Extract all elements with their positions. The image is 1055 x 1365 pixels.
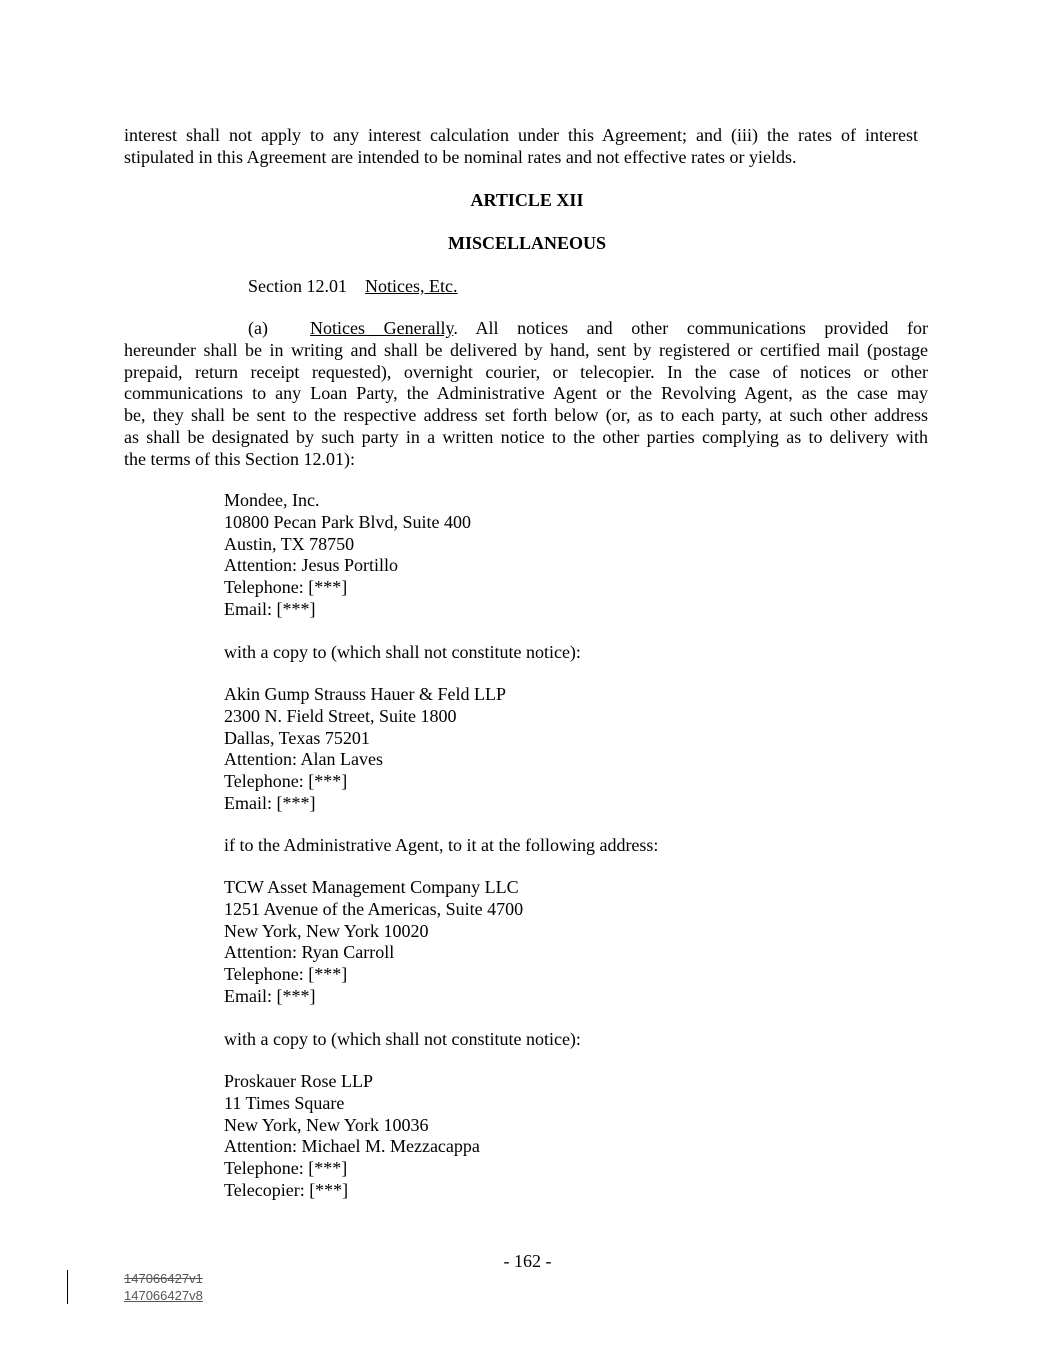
address-line: New York, New York 10020 [224,920,429,941]
section-heading [248,276,457,298]
notices-paragraph [124,318,928,471]
address-block-tcw [224,877,523,1008]
address-line: 10800 Pecan Park Blvd, Suite 400 [224,511,471,532]
address-line: Telephone: [***] [224,964,348,985]
address-line: Austin, TX 78750 [224,533,355,554]
admin-agent-note [224,835,658,857]
address-line: Attention: Michael M. Mezzacappa [224,1136,480,1157]
doc-id-new: 147066427v8 [124,1288,203,1303]
address-line: Telephone: [***] [224,1158,348,1179]
address-block-mondee [224,490,471,621]
address-line: Attention: Alan Laves [224,749,383,770]
address-block-akin-gump [224,684,506,815]
address-line: 11 Times Square [224,1092,345,1113]
address-line: Attention: Jesus Portillo [224,555,399,576]
copy-note [224,642,581,664]
address-line: Dallas, Texas 75201 [224,727,370,748]
address-line: Mondee, Inc. [224,490,320,510]
paragraph-line: stipulated in this Agreement are intended to be nominal rates and not effective rates or yields. [124,146,797,167]
subsection-heading: Notices Generally [310,318,454,338]
address-line: Akin Gump Strauss Hauer & Feld LLP [224,684,506,704]
paragraph-text: . All notices and other communications provided for [453,318,929,338]
admin-agent-note-text: if to the Administrative Agent, to it at the following address: [224,835,659,855]
address-line: Email: [***] [224,598,316,619]
paragraph-line: communications to any Loan Party, the Administrative Agent or the Revolving Agent, as the case may [124,383,928,404]
address-line: 1251 Avenue of the Americas, Suite 4700 [224,898,524,919]
article-number: ARTICLE XII [470,190,584,210]
address-line: Telephone: [***] [224,771,348,792]
address-block-proskauer [224,1071,480,1202]
address-line: TCW Asset Management Company LLC [224,877,519,897]
address-line: Attention: Ryan Carroll [224,942,395,963]
carryover-paragraph [124,125,918,169]
copy-note [224,1029,581,1051]
page-number: - 162 - [503,1251,552,1271]
address-line: 2300 N. Field Street, Suite 1800 [224,705,457,726]
article-title: MISCELLANEOUS [447,233,607,253]
copy-note-text: with a copy to (which shall not constitute notice): [224,1029,581,1049]
copy-note-text: with a copy to (which shall not constitute notice): [224,642,581,662]
paragraph-line: the terms of this Section 12.01): [124,448,355,469]
paragraph-line: prepaid, return receipt requested), overnight courier, or telecopier. In the case of notices or other [124,361,928,382]
address-line: New York, New York 10036 [224,1114,429,1135]
paragraph-first-line [124,318,928,340]
paragraph-line: be, they shall be sent to the respective address set forth below (or, as to each party, at such other address [124,405,928,426]
section-number: Section 12.01 [248,276,347,296]
doc-id-old: 147066427v1 [124,1271,203,1286]
address-line: Proskauer Rose LLP [224,1071,373,1091]
revision-bar [67,1270,68,1304]
address-line: Email: [***] [224,792,316,813]
subsection-label: (a) [248,318,268,338]
paragraph-line: as shall be designated by such party in a written notice to the other parties complying as to delivery with [124,426,928,447]
paragraph-line: hereunder shall be in writing and shall be delivered by hand, sent by registered or certified mail (postage [124,339,928,360]
section-title: Notices, Etc. [365,276,458,296]
paragraph-line: interest shall not apply to any interest calculation under this Agreement; and (iii) the rates of interest [124,125,918,145]
address-line: Telecopier: [***] [224,1179,349,1200]
address-line: Email: [***] [224,985,316,1006]
address-line: Telephone: [***] [224,577,348,598]
